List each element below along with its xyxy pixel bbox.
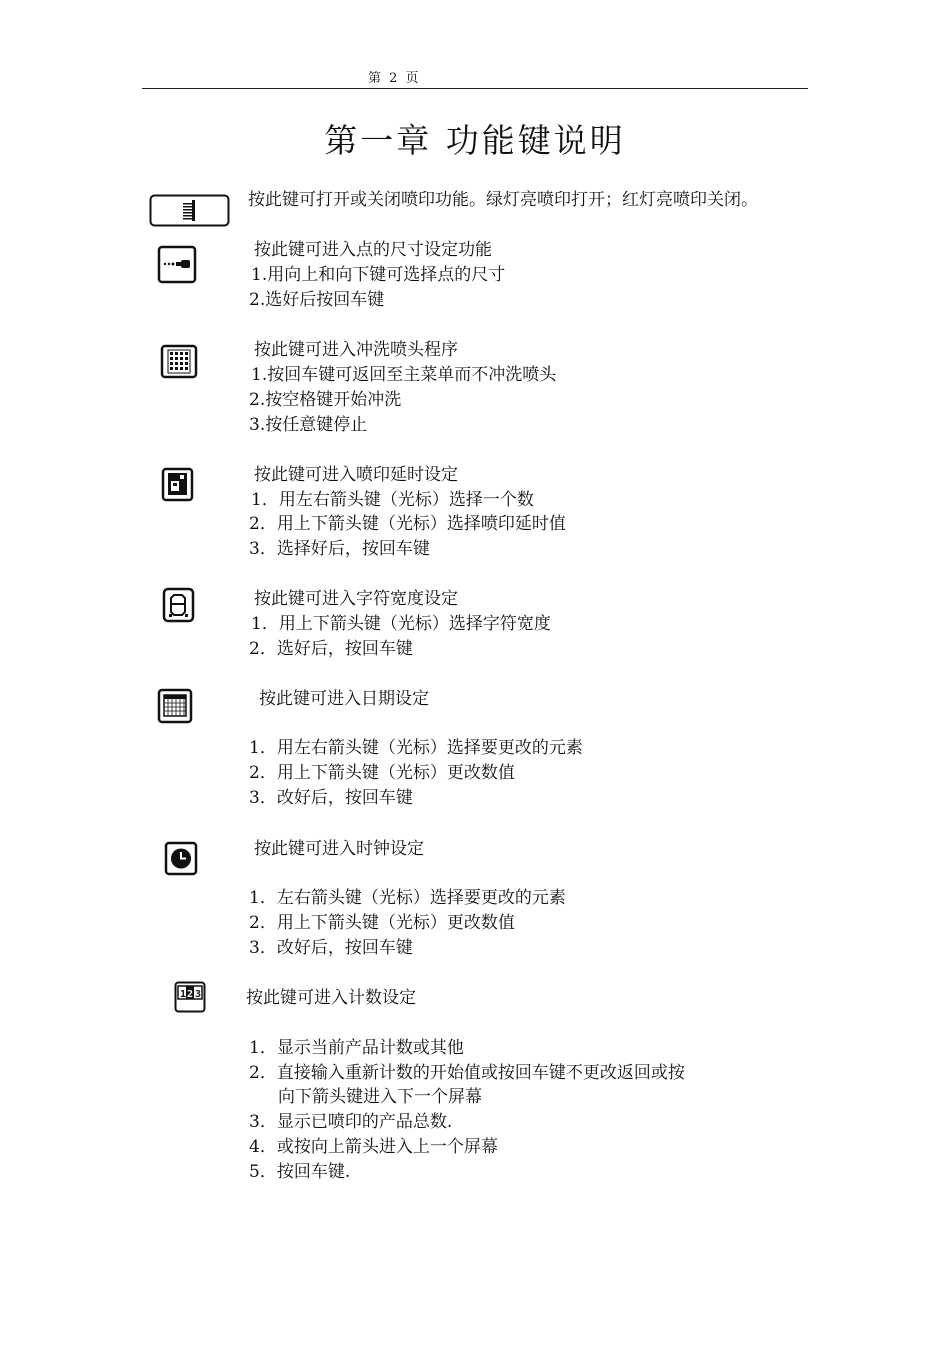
print-toggle-icon	[149, 194, 230, 227]
entry-step: 1．用左右箭头键（光标）选择一个数	[251, 490, 534, 510]
entry-step: 1．显示当前产品计数或其他	[249, 1038, 464, 1058]
entry-heading: 按此键可进入点的尺寸设定功能	[254, 240, 492, 260]
entry-heading: 按此键可进入时钟设定	[254, 839, 424, 859]
entry-heading: 按此键可进入日期设定	[259, 689, 429, 709]
entry-step: 3．选择好后，按回车键	[249, 539, 430, 559]
entry-step: 2．用上下箭头键（光标）更改数值	[249, 913, 515, 933]
calendar-icon	[157, 688, 193, 724]
entry-heading: 按此键可进入冲洗喷头程序	[254, 340, 458, 360]
entry-heading: 按此键可打开或关闭喷印功能。绿灯亮喷印打开；红灯亮喷印关闭。	[248, 190, 758, 210]
entry-step: 向下箭头键进入下一个屏幕	[278, 1087, 482, 1107]
dot-size-icon	[157, 245, 197, 284]
entry-step: 2.选好后按回车键	[249, 290, 385, 310]
counter-icon	[174, 981, 206, 1013]
entry-step: 3．改好后，按回车键	[249, 788, 413, 808]
entry-step: 3.按任意键停止	[249, 415, 368, 435]
page-number-label: 第 2 页	[368, 71, 421, 86]
entry-heading: 按此键可进入字符宽度设定	[254, 589, 458, 609]
clock-icon	[164, 841, 198, 876]
entry-step: 5．按回车键.	[249, 1162, 351, 1182]
entry-step: 1．用上下箭头键（光标）选择字符宽度	[251, 614, 551, 634]
entry-step: 2．直接输入重新计数的开始值或按回车键不更改返回或按	[249, 1063, 685, 1083]
chapter-title: 第一章 功能键说明	[324, 121, 626, 160]
entry-step: 4．或按向上箭头进入上一个屏幕	[249, 1137, 498, 1157]
char-width-icon	[162, 587, 195, 623]
svg-text:3: 3	[195, 989, 202, 1000]
entry-heading: 按此键可进入计数设定	[246, 988, 416, 1008]
entry-step: 2．用上下箭头键（光标）更改数值	[249, 763, 515, 783]
entry-step: 1．用左右箭头键（光标）选择要更改的元素	[249, 738, 583, 758]
svg-text:1: 1	[180, 989, 187, 1000]
entry-step: 3．改好后，按回车键	[249, 938, 413, 958]
entry-step: 2.按空格键开始冲洗	[249, 390, 402, 410]
entry-step: 1.按回车键可返回至主菜单而不冲洗喷头	[251, 365, 557, 385]
entry-step: 2．选好后，按回车键	[249, 639, 413, 659]
entry-step: 2．用上下箭头键（光标）选择喷印延时值	[249, 514, 566, 534]
entry-heading: 按此键可进入喷印延时设定	[254, 465, 458, 485]
svg-text:2: 2	[187, 989, 194, 1000]
header-divider	[142, 88, 808, 89]
nozzle-flush-icon	[160, 344, 198, 379]
entry-step: 1.用向上和向下键可选择点的尺寸	[251, 265, 506, 285]
print-delay-icon	[161, 467, 194, 502]
entry-step: 1．左右箭头键（光标）选择要更改的元素	[249, 888, 566, 908]
entry-step: 3．显示已喷印的产品总数.	[249, 1112, 453, 1132]
